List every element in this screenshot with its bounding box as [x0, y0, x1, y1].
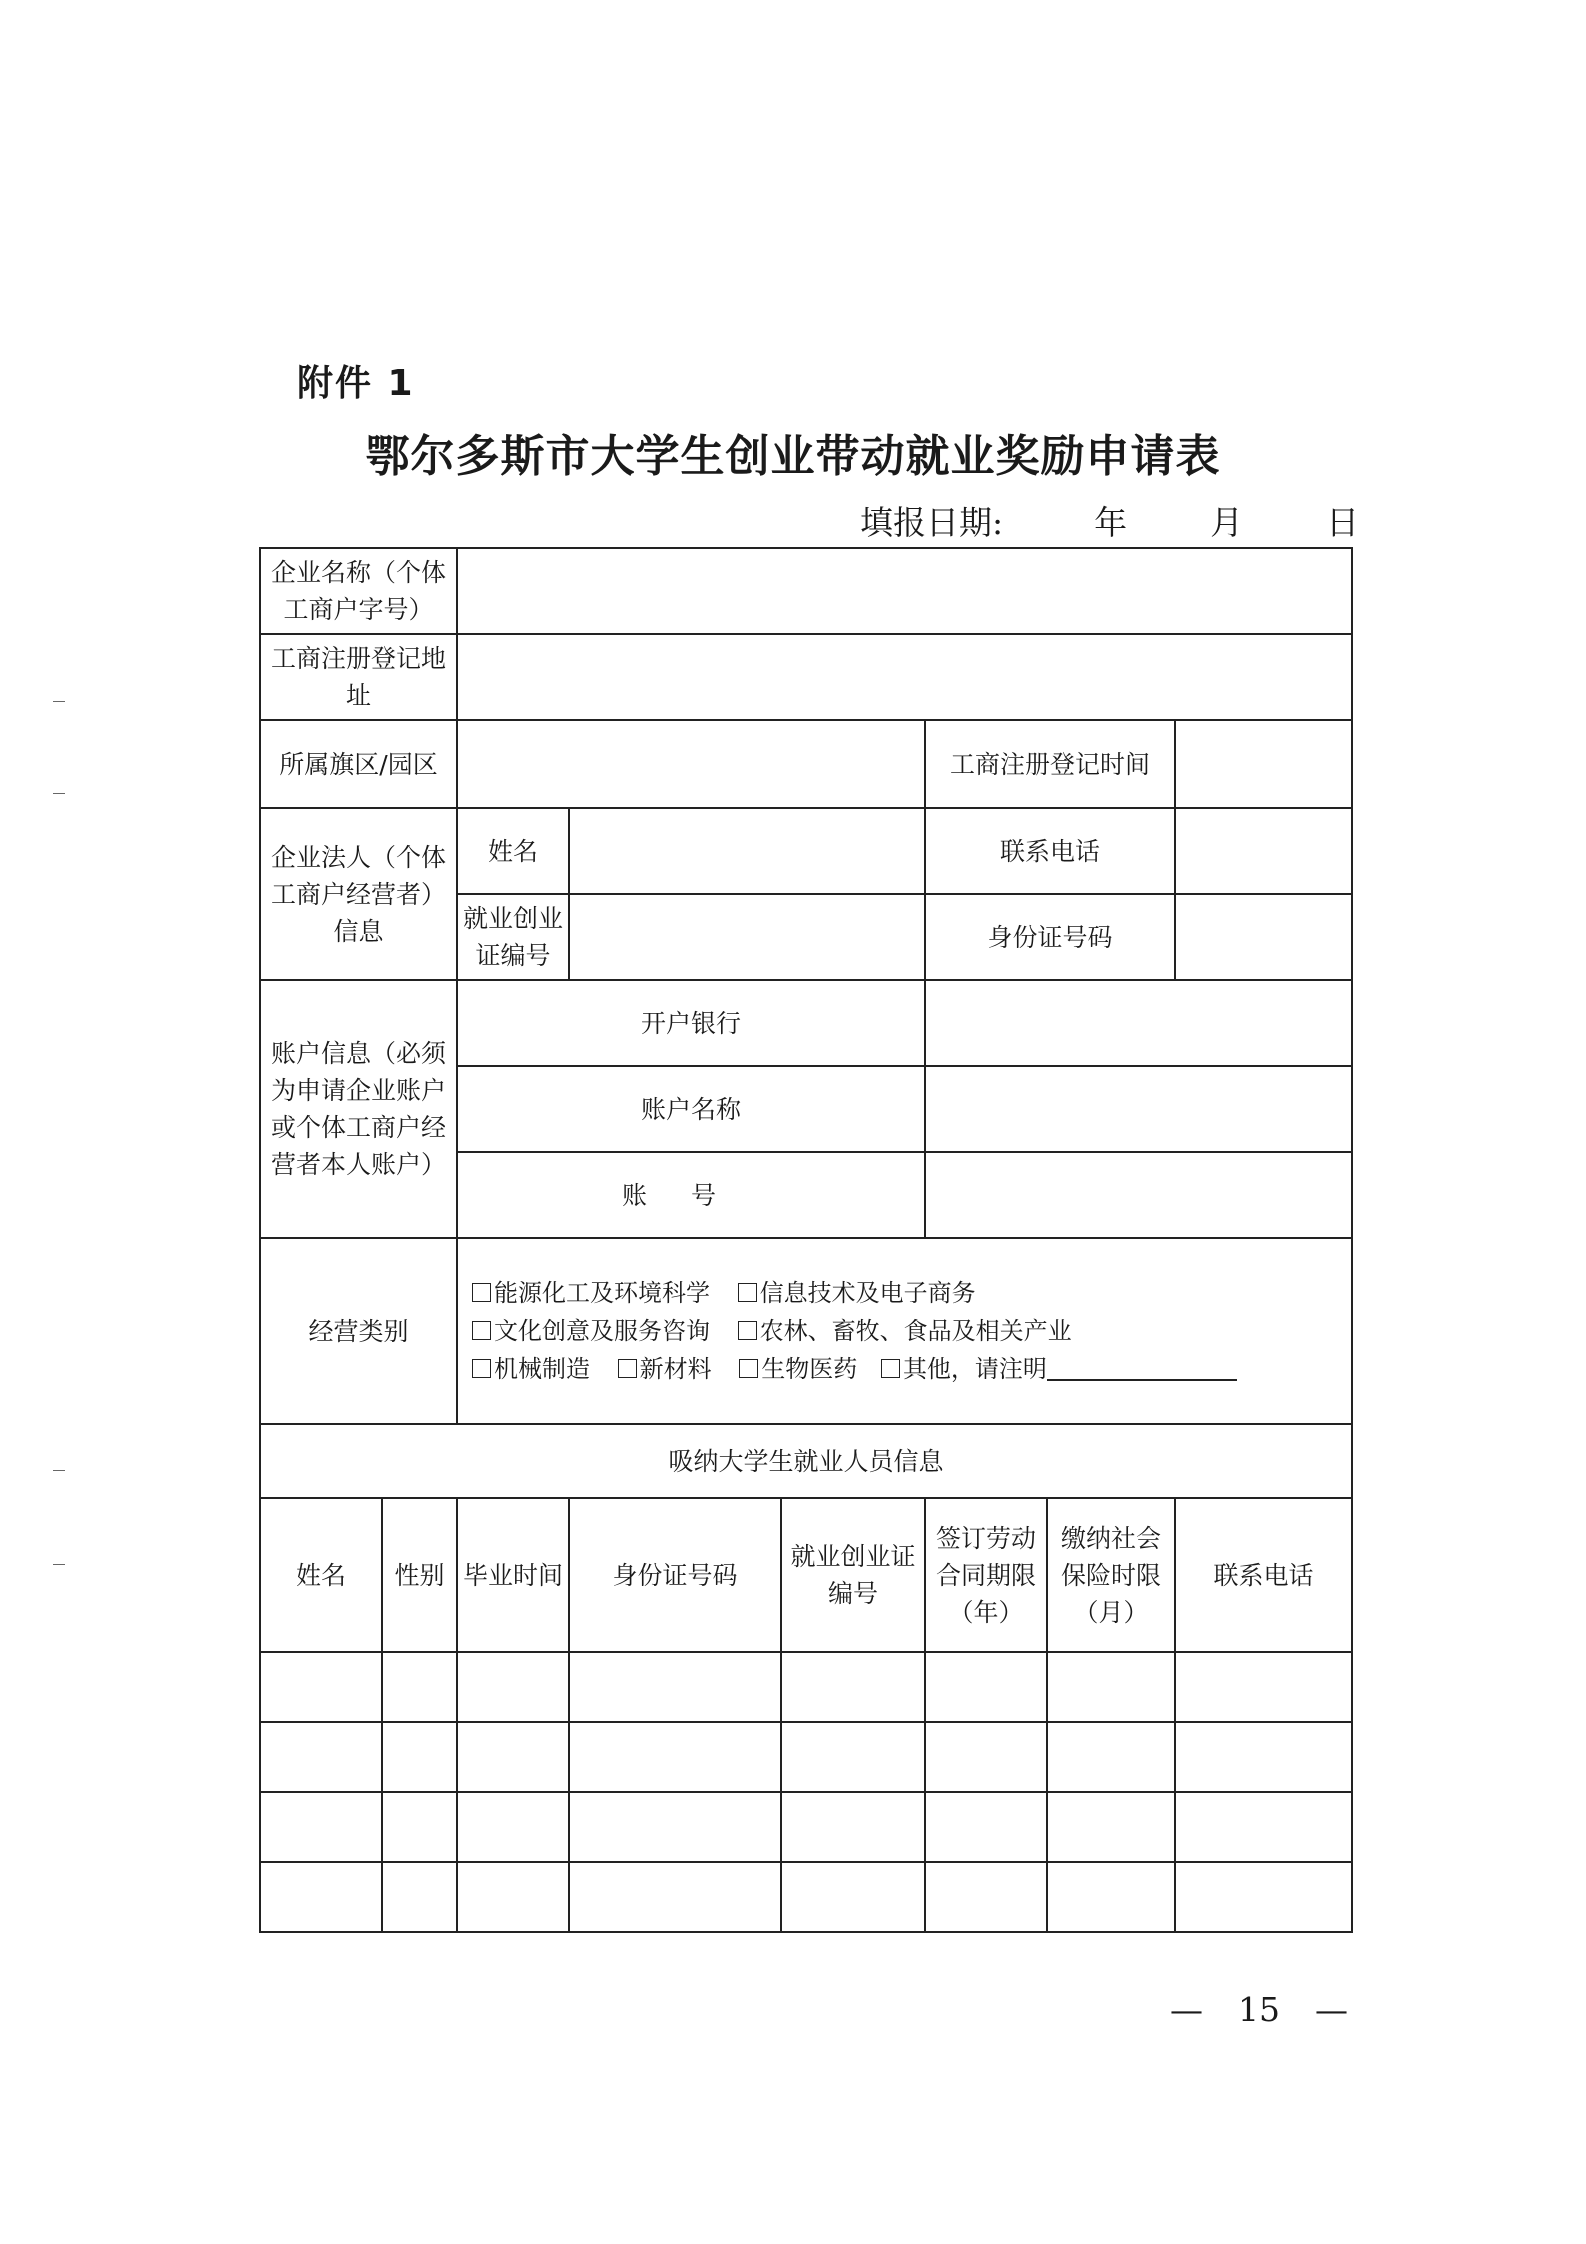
legal-name-label: 姓名 [457, 808, 569, 894]
emp-col-phone: 联系电话 [1175, 1498, 1352, 1652]
category-materials[interactable]: 新材料 [618, 1350, 712, 1388]
account-name-label: 账户名称 [457, 1066, 925, 1152]
table-cell[interactable] [1175, 1652, 1352, 1722]
table-cell[interactable] [1047, 1652, 1175, 1722]
checkbox[interactable] [738, 1283, 757, 1302]
fill-date [860, 497, 1359, 544]
table-row [260, 1792, 1352, 1862]
page-number [1170, 1990, 1348, 2029]
category-label: 经营类别 [260, 1238, 457, 1424]
page-number-value: 15 [1238, 1990, 1280, 2029]
table-cell[interactable] [260, 1722, 382, 1792]
page-dash-left: — [1170, 1990, 1203, 2029]
table-cell[interactable] [457, 1722, 569, 1792]
legal-cert-field[interactable] [569, 894, 925, 980]
reg-address-field[interactable] [457, 634, 1352, 720]
emp-col-name: 姓名 [260, 1498, 382, 1652]
bank-label: 开户银行 [457, 980, 925, 1066]
district-field[interactable] [457, 720, 925, 808]
legal-person-label: 企业法人（个体工商户经营者）信息 [260, 808, 457, 980]
table-cell[interactable] [569, 1722, 781, 1792]
legal-cert-label: 就业创业证编号 [457, 894, 569, 980]
legal-name-field[interactable] [569, 808, 925, 894]
table-cell[interactable] [781, 1862, 925, 1932]
table-cell[interactable] [569, 1862, 781, 1932]
table-cell[interactable] [382, 1722, 457, 1792]
category-other[interactable]: 其他，请注明 [881, 1350, 1237, 1388]
table-cell[interactable] [1175, 1792, 1352, 1862]
district-label: 所属旗区/园区 [260, 720, 457, 808]
company-name-field[interactable] [457, 548, 1352, 634]
checkbox[interactable] [881, 1359, 900, 1378]
checkbox[interactable] [739, 1359, 758, 1378]
table-cell[interactable] [925, 1652, 1047, 1722]
emp-col-grad-time: 毕业时间 [457, 1498, 569, 1652]
category-options [457, 1238, 1352, 1424]
other-specify-line[interactable] [1047, 1379, 1237, 1381]
category-it[interactable]: 信息技术及电子商务 [738, 1274, 976, 1312]
account-info-label: 账户信息（必须为申请企业账户或个体工商户经营者本人账户） [260, 980, 457, 1238]
emp-col-insurance: 缴纳社会保险时限（月） [1047, 1498, 1175, 1652]
company-name-label: 企业名称（个体工商户字号） [260, 548, 457, 634]
table-cell[interactable] [781, 1652, 925, 1722]
category-culture[interactable]: 文化创意及服务咨询 [472, 1312, 710, 1350]
category-bio[interactable]: 生物医药 [739, 1350, 857, 1388]
table-cell[interactable] [1047, 1722, 1175, 1792]
table-cell[interactable] [1047, 1862, 1175, 1932]
emp-col-gender: 性别 [382, 1498, 457, 1652]
attachment-label: 附件 1 [297, 363, 415, 404]
table-cell[interactable] [457, 1652, 569, 1722]
reg-time-field[interactable] [1175, 720, 1352, 808]
table-cell[interactable] [925, 1722, 1047, 1792]
table-row [260, 1862, 1352, 1932]
reg-address-label: 工商注册登记地址 [260, 634, 457, 720]
checkbox[interactable] [472, 1283, 491, 1302]
table-cell[interactable] [260, 1652, 382, 1722]
date-year-label: 年 [1094, 503, 1128, 542]
application-form [259, 547, 1353, 1933]
checkbox[interactable] [738, 1321, 757, 1340]
margin-mark [53, 793, 65, 794]
table-cell[interactable] [569, 1792, 781, 1862]
margin-mark [53, 701, 65, 702]
table-cell[interactable] [382, 1792, 457, 1862]
table-cell[interactable] [569, 1652, 781, 1722]
table-cell[interactable] [925, 1792, 1047, 1862]
table-cell[interactable] [382, 1652, 457, 1722]
table-row [260, 1722, 1352, 1792]
legal-phone-label: 联系电话 [925, 808, 1175, 894]
account-number-field[interactable] [925, 1152, 1352, 1238]
date-month-label: 月 [1210, 503, 1244, 542]
reg-time-label: 工商注册登记时间 [925, 720, 1175, 808]
table-cell[interactable] [781, 1792, 925, 1862]
table-cell[interactable] [260, 1862, 382, 1932]
legal-phone-field[interactable] [1175, 808, 1352, 894]
emp-col-contract: 签订劳动合同期限（年） [925, 1498, 1047, 1652]
category-energy[interactable]: 能源化工及环境科学 [472, 1274, 710, 1312]
emp-col-id: 身份证号码 [569, 1498, 781, 1652]
table-cell[interactable] [457, 1862, 569, 1932]
legal-id-label: 身份证号码 [925, 894, 1175, 980]
date-label: 填报日期: [860, 503, 1004, 542]
checkbox[interactable] [472, 1359, 491, 1378]
table-row [260, 1652, 1352, 1722]
table-cell[interactable] [260, 1792, 382, 1862]
table-cell[interactable] [382, 1862, 457, 1932]
emp-col-cert: 就业创业证编号 [781, 1498, 925, 1652]
category-machinery[interactable]: 机械制造 [472, 1350, 590, 1388]
checkbox[interactable] [618, 1359, 637, 1378]
page-dash-right: — [1315, 1990, 1348, 2029]
table-cell[interactable] [781, 1722, 925, 1792]
employee-section-title: 吸纳大学生就业人员信息 [260, 1424, 1352, 1498]
page-title: 鄂尔多斯市大学生创业带动就业奖励申请表 [365, 431, 1221, 482]
category-agri[interactable]: 农林、畜牧、食品及相关产业 [738, 1312, 1072, 1350]
margin-mark [53, 1470, 65, 1471]
date-day-label: 日 [1326, 503, 1360, 542]
bank-field[interactable] [925, 980, 1352, 1066]
table-cell[interactable] [1047, 1792, 1175, 1862]
margin-mark [53, 1564, 65, 1565]
table-cell[interactable] [457, 1792, 569, 1862]
table-cell[interactable] [925, 1862, 1047, 1932]
legal-id-field[interactable] [1175, 894, 1352, 980]
account-name-field[interactable] [925, 1066, 1352, 1152]
checkbox[interactable] [472, 1321, 491, 1340]
table-cell[interactable] [1175, 1862, 1352, 1932]
table-cell[interactable] [1175, 1722, 1352, 1792]
account-number-label: 账号 [457, 1152, 925, 1238]
